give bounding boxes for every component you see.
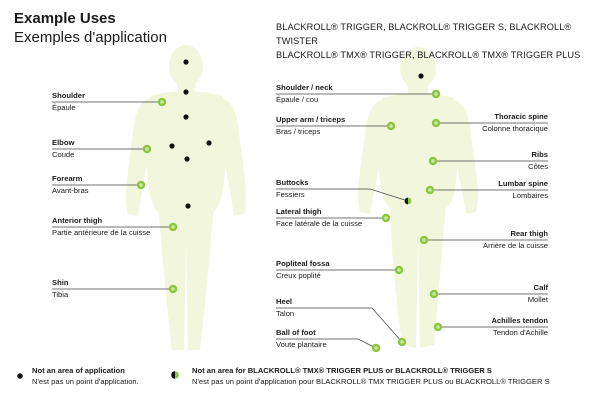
marker-shin: [170, 286, 176, 292]
label-heel: Heel Talon: [276, 297, 295, 318]
legend-not-area: Not an area of application N'est pas un point d'application.: [32, 366, 139, 386]
marker-calf: [431, 291, 437, 297]
marker-achilles: [435, 324, 441, 330]
marker-anterior-thigh: [170, 224, 176, 230]
product-line-2: BLACKROLL® TMX® TRIGGER, BLACKROLL® TMX® TRIGGER PLUS: [276, 50, 581, 60]
label-anterior-thigh: Anterior thigh Partie antérieure de la cuisse: [52, 216, 151, 237]
label-popliteal-fossa: Popliteal fossa Creux poplité: [276, 259, 330, 280]
marker-upper-arm: [388, 123, 394, 129]
legend-not-plus: Not an area for BLACKROLL® TMX® TRIGGER PLUS or BLACKROLL® TRIGGER S N'est pas un point d'application pour BLACKROLL® TMX TRIGGER PLUS ou BLACKROLL® TRIGGER S: [192, 366, 550, 386]
marker-rear-thigh: [421, 237, 427, 243]
product-line-1: BLACKROLL® TRIGGER, BLACKROLL® TRIGGER S, BLACKROLL® TWISTER: [276, 22, 572, 46]
marker-shoulder: [159, 99, 165, 105]
marker-heel: [399, 339, 405, 345]
marker-lateral-thigh: [383, 215, 389, 221]
marker-ribs: [430, 158, 436, 164]
marker-elbow: [144, 146, 150, 152]
label-ball-of-foot: Ball of foot Voute plantaire: [276, 328, 327, 349]
label-rear-thigh: Rear thigh Arrière de la cuisse: [483, 229, 548, 250]
label-buttocks: Buttocks Fessiers: [276, 178, 309, 199]
marker-popliteal-fossa: [396, 267, 402, 273]
title-fr: Exemples d'application: [14, 29, 167, 46]
marker-forearm: [138, 182, 144, 188]
marker-ball-of-foot: [373, 345, 379, 351]
title-en: Example Uses: [14, 10, 116, 27]
product-list: [276, 20, 600, 62]
label-ribs: Ribs Côtes: [528, 150, 548, 171]
label-upper-arm: Upper arm / triceps Bras / triceps: [276, 115, 346, 136]
buttocks-half-marker: [405, 198, 412, 205]
label-shoulder: Shoulder Épaule: [52, 91, 85, 112]
marker-shoulder-neck: [433, 91, 439, 97]
label-calf: Calf Mollet: [527, 283, 548, 304]
back-body-silhouette: [358, 47, 478, 348]
label-shin: Shin Tibia: [52, 278, 69, 299]
label-elbow: Elbow Coude: [52, 138, 75, 159]
label-forearm: Forearm Avant-bras: [52, 174, 89, 195]
marker-thoracic-spine: [433, 120, 439, 126]
label-lateral-thigh: Lateral thigh Face latérale de la cuisse: [276, 207, 363, 228]
label-thoracic-spine: Thoracic spine Colonne thoracique: [482, 112, 548, 133]
marker-lumbar-spine: [427, 187, 433, 193]
label-lumbar-spine: Lumbar spine Lombaires: [498, 179, 548, 200]
label-shoulder-neck: Shoulder / neck Épaule / cou: [276, 83, 333, 104]
label-achilles-tendon: Achilles tendon Tendon d'Achille: [491, 316, 548, 337]
